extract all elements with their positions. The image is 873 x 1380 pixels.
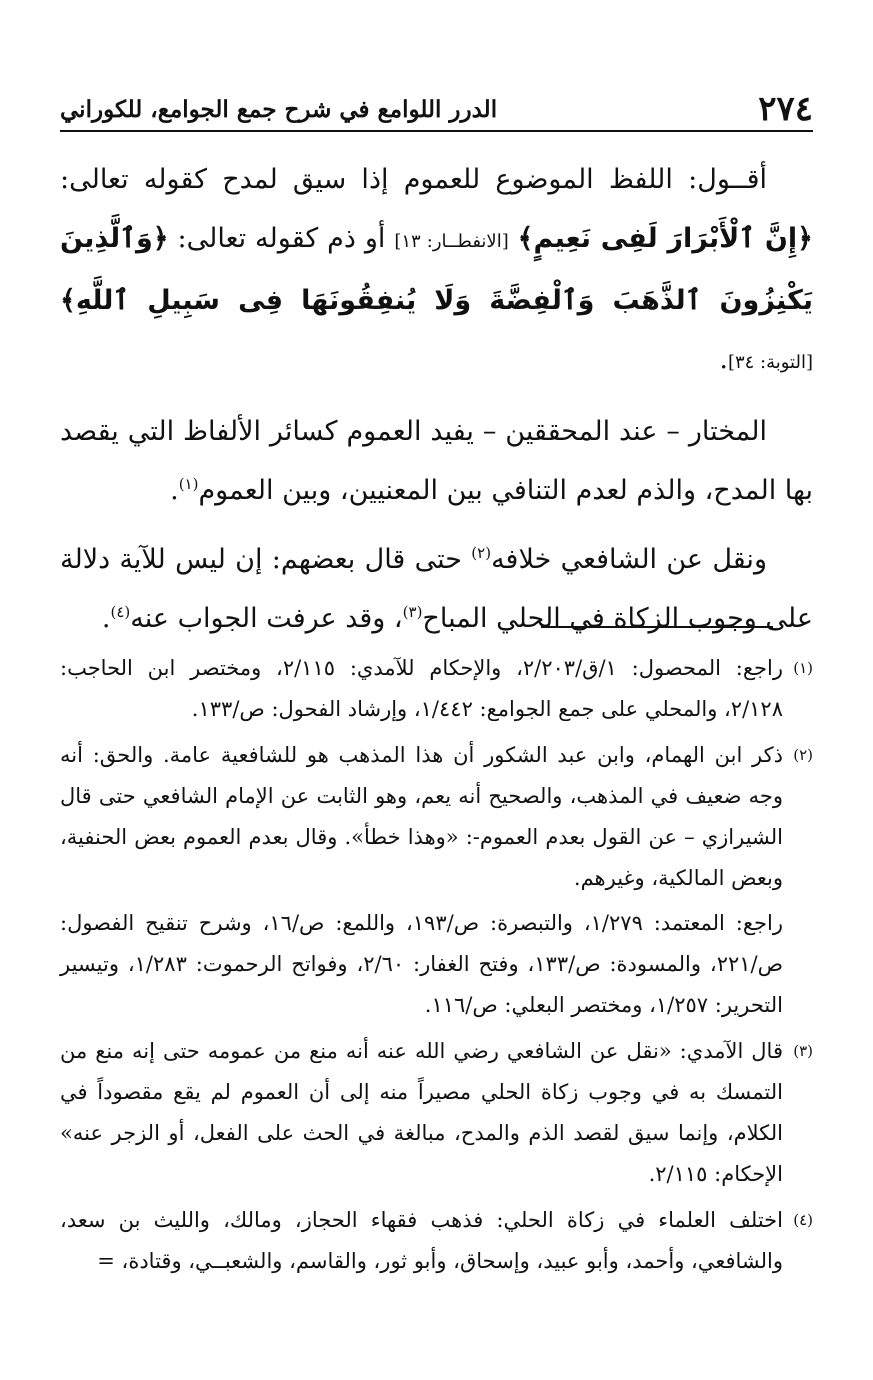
p3-c: ، وقد عرفت الجواب عنه	[130, 603, 403, 634]
p3-b: حتى قال بعضهم: إن ليس للآية دلالة على وجوب الزكاة في الحلي المباح	[60, 544, 813, 634]
verse-2-reference: [التوبة: ٣٤]	[727, 352, 813, 373]
running-title: الدرر اللوامع في شرح جمع الجوامع، للكوراني	[60, 95, 498, 123]
footnotes	[60, 648, 813, 1287]
paragraph-2	[60, 402, 813, 520]
footnote-text: قال الآمدي: «نقل عن الشافعي رضي الله عنه أنه منع من عمومه حتى إنه منع من التمسك به في وجوب زكاة الحلي مصيراً منه إلى أن العموم لم يقع مقصوداً في الكلام، وإنما سيق لقصد الذم والمدح، مبالغة في الحث على الفعل، أو الزجر عنه» الإحكام: ٢/١١٥.	[60, 1039, 783, 1186]
paragraph-3	[60, 530, 813, 648]
footnote-text: ذكر ابن الهمام، وابن عبد الشكور أن هذا المذهب هو للشافعية عامة. والحق: أنه وجه ضعيف في المذهب، والصحيح أنه يعم، وهو الثابت عن الإمام الشافعي حتى قال الشيرازي – عن القول بعدم العموم-: «وهذا خطأ». وقال بعدم العموم بعض الحنفية، وبعض المالكية، وغيرهم.	[60, 743, 783, 890]
page-header	[60, 88, 813, 132]
footnote-ref-2[interactable]: (٢)	[471, 544, 492, 562]
footnote-body	[60, 1200, 783, 1282]
p1-end: .	[719, 344, 728, 375]
footnote-body	[60, 1031, 783, 1195]
footnote-body	[60, 648, 783, 730]
paragraph-1	[60, 150, 813, 392]
footnote-ref-3[interactable]: (٣)	[402, 603, 423, 621]
footnote-1	[60, 648, 813, 730]
footnote-text: راجع: المحصول: ١/ق/٢/٢٠٣، والإحكام للآمدي: ٢/١١٥، ومختصر ابن الحاجب: ٢/١٢٨، والمحلي على جمع الجوامع: ١/٤٤٢، وإرشاد الفحول: ص/١٣٣.	[60, 656, 783, 721]
footnote-2	[60, 735, 813, 1026]
p1-mid: أو ذم كقوله تعالى:	[177, 223, 386, 254]
footnote-ref-1[interactable]: (١)	[178, 475, 199, 493]
page-number: ٢٧٤	[758, 89, 813, 129]
footnote-text: اختلف العلماء في زكاة الحلي: فذهب فقهاء الحجاز، ومالك، والليث بن سعد، والشافعي، وأحمد، وأبو عبيد، وإسحاق، وأبو ثور، والقاسم، والشعبــي، وقتادة، =	[60, 1208, 783, 1273]
footnote-number: (١)	[793, 659, 813, 677]
footnote-4	[60, 1200, 813, 1282]
footnote-number: (٣)	[793, 1042, 813, 1060]
footnote-ref-4[interactable]: (٤)	[110, 603, 131, 621]
footnote-separator	[541, 626, 773, 628]
footnote-3	[60, 1031, 813, 1195]
p3-a: ونقل عن الشافعي خلافه	[491, 544, 767, 575]
footnote-body	[60, 735, 783, 1026]
p1-lead: أقــول: اللفظ الموضوع للعموم إذا سيق لمدح كقوله تعالى:	[60, 164, 767, 195]
footnote-text: راجع: المعتمد: ١/٢٧٩، والتبصرة: ص/١٩٣، واللمع: ص/١٦، وشرح تنقيح الفصول: ص/٢٢١، والمسودة: ص/١٣٣، وفتح الغفار: ٢/٦٠، وفواتح الرحموت: ١/٢٨٣، وتيسير التحرير: ١/٢٥٧، ومختصر البعلي: ص/١١٦.	[60, 911, 784, 1017]
footnote-number: (٢)	[793, 746, 813, 764]
p2-end: .	[170, 475, 179, 506]
footnote-number: (٤)	[793, 1211, 813, 1229]
p3-end: .	[101, 603, 111, 634]
quran-verse-1: ﴿إِنَّ ٱلْأَبْرَارَ لَفِى نَعِيمٍ﴾	[517, 223, 813, 254]
main-text	[60, 150, 813, 648]
p2-text: المختار – عند المحققين – يفيد العموم كسائر الألفاظ التي يقصد بها المدح، والذم لعدم التنافي بين المعنيين، وبين العموم	[60, 416, 813, 506]
verse-1-reference: [الانفطــار: ١٣]	[394, 231, 509, 252]
quran-verse-2: ﴿وَٱلَّذِينَ يَكْنِزُونَ ٱلذَّهَبَ وَٱلْفِضَّةَ وَلَا يُنفِقُونَهَا فِى سَبِيلِ ٱللَّهِ﴾	[60, 223, 813, 316]
